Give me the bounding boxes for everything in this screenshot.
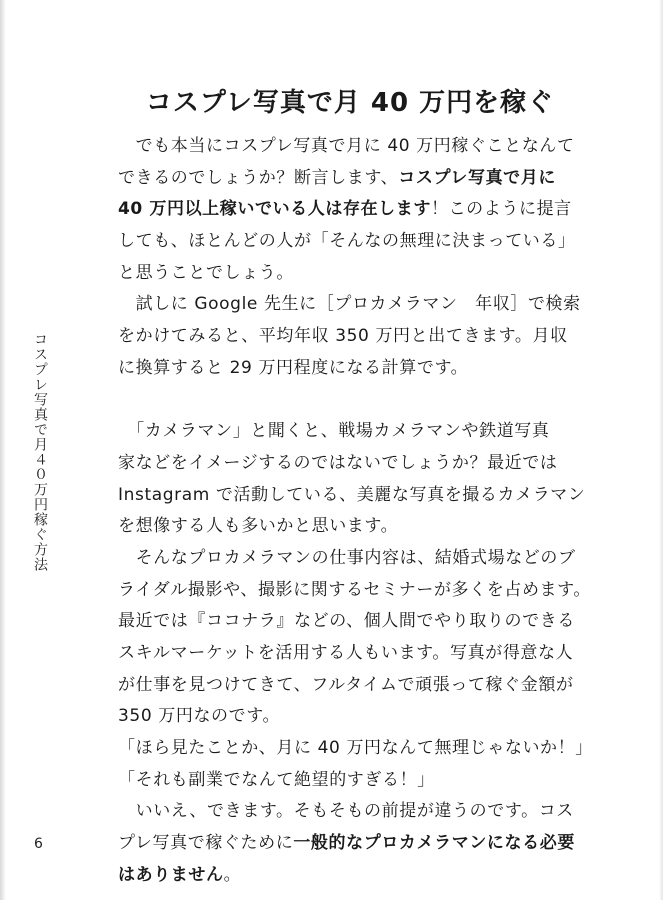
text-line xyxy=(118,543,608,575)
text-run: そんなプロカメラマンの仕事内容は、結婚式場などのブ xyxy=(118,547,576,568)
text-run: でも本当にコスプレ写真で月に 40 万円稼ぐことなんて xyxy=(118,136,575,156)
text-run: 「カメラマン」と聞くと、戦場カメラマンや鉄道写真 xyxy=(118,421,550,442)
text-run: 試しに Google 先生に［プロカメラマン 年収］で検索 xyxy=(118,294,581,315)
text-run: 最近では『ココナラ』などの、個人間でやり取りのできる xyxy=(118,611,575,632)
text-line xyxy=(118,258,608,290)
text-line xyxy=(118,226,608,258)
text-run: と思うことでしょう。 xyxy=(118,262,294,283)
text-run: 。 xyxy=(223,864,242,885)
text-run: をかけてみると、平均年収 350 万円と出てきます。月収 xyxy=(118,326,568,347)
text-line xyxy=(118,194,608,226)
text-line xyxy=(118,670,608,702)
text-run: が仕事を見つけてきて、フルタイムで頑張って稼ぐ金額が xyxy=(118,674,574,695)
text-line xyxy=(118,163,608,195)
text-run: 350 万円なのです。 xyxy=(118,706,281,727)
text-line xyxy=(118,575,608,607)
text-line xyxy=(118,733,608,765)
text-run: しても、ほとんどの人が「そんなの無理に決まっている」 xyxy=(118,231,576,252)
bold-text-run: コスプレ写真で月に xyxy=(398,167,556,188)
text-line xyxy=(118,796,608,828)
text-run: 家などをイメージするのではないでしょうか？最近では xyxy=(118,452,558,473)
page-number: 6 xyxy=(34,836,43,852)
page-edge-right xyxy=(659,0,663,900)
text-line xyxy=(118,638,608,670)
page-heading: コスプレ写真で月 40 万円を稼ぐ xyxy=(145,88,555,118)
text-run: プレ写真で稼ぐために xyxy=(118,833,294,854)
text-run: ライダル撮影や、撮影に関するセミナーが多くを占めます。 xyxy=(118,579,591,600)
blank-line xyxy=(118,385,608,417)
text-line xyxy=(118,701,608,733)
text-line xyxy=(118,353,608,385)
text-run: できるのでしょうか？断言します、 xyxy=(118,167,399,188)
text-line xyxy=(118,321,608,353)
bold-text-run: 一般的なプロカメラマンになる必要 xyxy=(293,833,575,854)
text-line xyxy=(118,131,608,163)
bold-text-run: はありません xyxy=(118,864,224,885)
page-edge-shadow xyxy=(0,0,6,900)
text-run: を想像する人も多いかと思います。 xyxy=(118,516,399,537)
text-run: スキルマーケットを活用する人もいます。写真が得意な人 xyxy=(118,643,574,663)
text-line xyxy=(118,289,608,321)
bold-text-run: 40 万円以上稼いでいる人は存在します xyxy=(118,199,431,220)
text-line xyxy=(118,606,608,638)
text-run: ！このように提言 xyxy=(430,199,572,220)
text-line xyxy=(118,765,608,797)
text-run: Instagram で活動している、美麗な写真を撮るカメラマン xyxy=(118,484,586,505)
text-line xyxy=(118,828,608,860)
text-line xyxy=(118,511,608,543)
text-line xyxy=(118,860,608,892)
text-line xyxy=(118,448,608,480)
text-line xyxy=(118,416,608,448)
running-header-vertical: コスプレ写真で月４０万円稼ぐ方法 xyxy=(32,332,48,572)
text-run: いいえ、できます。そもそもの前提が違うのです。コス xyxy=(118,801,574,822)
text-run: 「それも副業でなんて絶望的すぎる！」 xyxy=(118,769,435,790)
text-line xyxy=(118,480,608,512)
body-text xyxy=(118,131,608,892)
text-run: 「ほら見たことか、月に 40 万円なんて無理じゃないか！」 xyxy=(118,738,593,759)
text-run: に換算すると 29 万円程度になる計算です。 xyxy=(118,357,469,378)
